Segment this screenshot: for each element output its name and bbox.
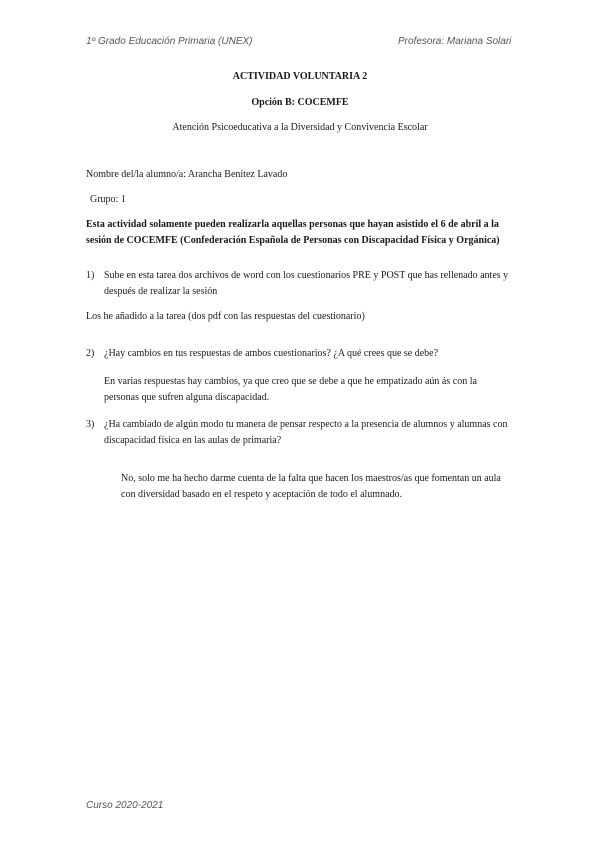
answer-text: Los he añadido a la tarea (dos pdf con las respuestas del cuestionario) — [86, 311, 365, 322]
document-title: ACTIVIDAD VOLUNTARIA 2 — [232, 71, 368, 82]
course-name: Atención Psicoeducativa a la Diversidad y Convivencia Escolar — [172, 122, 428, 133]
header-grade: 1º Grado Educación Primaria (UNEX) — [86, 36, 253, 47]
question-number: 3) — [86, 419, 95, 430]
activity-notice: Esta actividad solamente pueden realizarla aquellas personas que hayan asistido el 6 de abril a la sesión de COCEMFE (Confederación Española de Personas con Discapacidad Física y Orgánica) — [86, 219, 500, 246]
question-text: ¿Hay cambios en tus respuestas de ambos cuestionarios? ¿A qué crees que se debe? — [104, 348, 439, 359]
question-text: ¿Ha cambiado de algún modo tu manera de pensar respecto a la presencia de alumnos y alumnas con discapacidad física en las aulas de primaria? — [104, 419, 508, 446]
footer-course-year: Curso 2020-2021 — [86, 800, 164, 811]
document-subtitle: Opción B: COCEMFE — [251, 97, 349, 108]
question-number: 2) — [86, 348, 95, 359]
answer-text: En varias respuestas hay cambios, ya que creo que se debe a que he empatizado aún ás con la personas que sufren alguna discapacidad. — [104, 376, 477, 403]
header-teacher: Profesora: Mariana Solari — [398, 36, 512, 47]
student-name: Nombre del/la alumno/a: Arancha Benítez Lavado — [86, 169, 288, 180]
student-group: Grupo: 1 — [90, 194, 126, 205]
question-text: Sube en esta tarea dos archivos de word con los cuestionarios PRE y POST que has rellenado antes y después de realizar la sesión — [104, 270, 509, 297]
answer-text: No, solo me ha hecho darme cuenta de la falta que hacen los maestros/as que fomentan un aula con diversidad basado en el respeto y aceptación de todo el alumnado. — [121, 473, 501, 500]
question-number: 1) — [86, 270, 95, 281]
